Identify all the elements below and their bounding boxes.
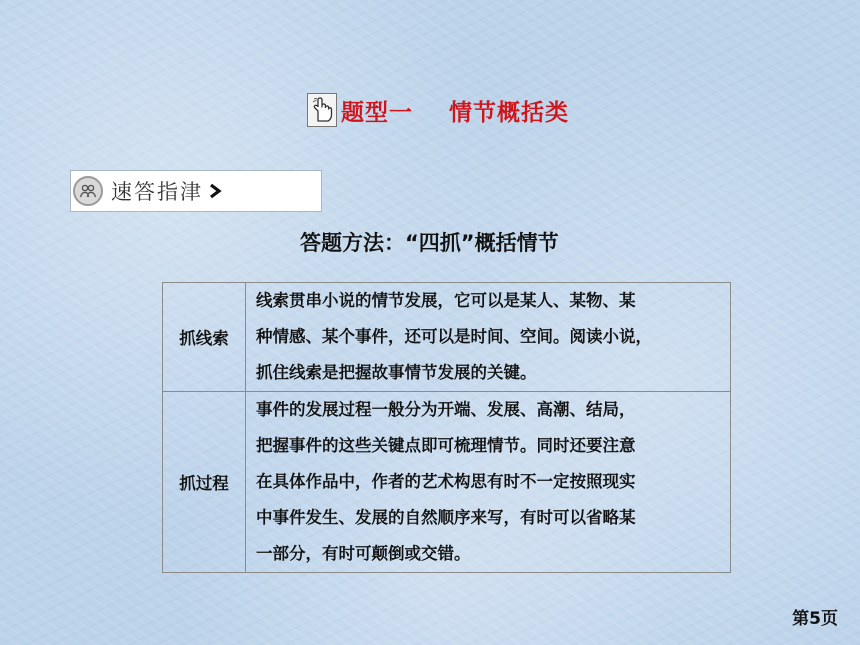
quick-answer-banner	[70, 170, 322, 212]
content-line: 事件的发展过程一般分为开端、发展、高潮、结局，	[256, 400, 636, 419]
table-row	[163, 392, 731, 573]
method-table	[162, 282, 731, 573]
slide-title-row	[307, 92, 569, 128]
content-line: 抓住线索是把握故事情节发展的关键。	[256, 363, 537, 382]
content-line: 在具体作品中，作者的艺术构思有时不一定按照现实	[256, 472, 636, 491]
content-line: 种情感、某个事件，还可以是时间、空间。阅读小说，	[256, 327, 652, 346]
row-label: 抓过程	[163, 392, 246, 573]
row-content	[246, 392, 731, 573]
page-number: 第5页	[792, 609, 838, 629]
content-line: 线索贯串小说的情节发展，它可以是某人、某物、某	[256, 291, 636, 310]
slide-title: 题型一 情节概括类	[341, 98, 570, 126]
people-icon	[73, 176, 103, 206]
chevron-right-icon	[209, 183, 223, 199]
content-line: 把握事件的这些关键点即可梳理情节。同时还要注意	[256, 436, 636, 455]
method-heading: 答题方法：“四抓”概括情节	[300, 231, 559, 255]
pointing-hand-icon	[307, 93, 337, 127]
content-line: 中事件发生、发展的自然顺序来写，有时可以省略某	[256, 508, 636, 527]
content-line: 一部分，有时可颠倒或交错。	[256, 544, 471, 563]
row-label: 抓线索	[163, 283, 246, 392]
table-row	[163, 283, 731, 392]
banner-label: 速答指津	[111, 180, 203, 204]
row-content	[246, 283, 731, 392]
